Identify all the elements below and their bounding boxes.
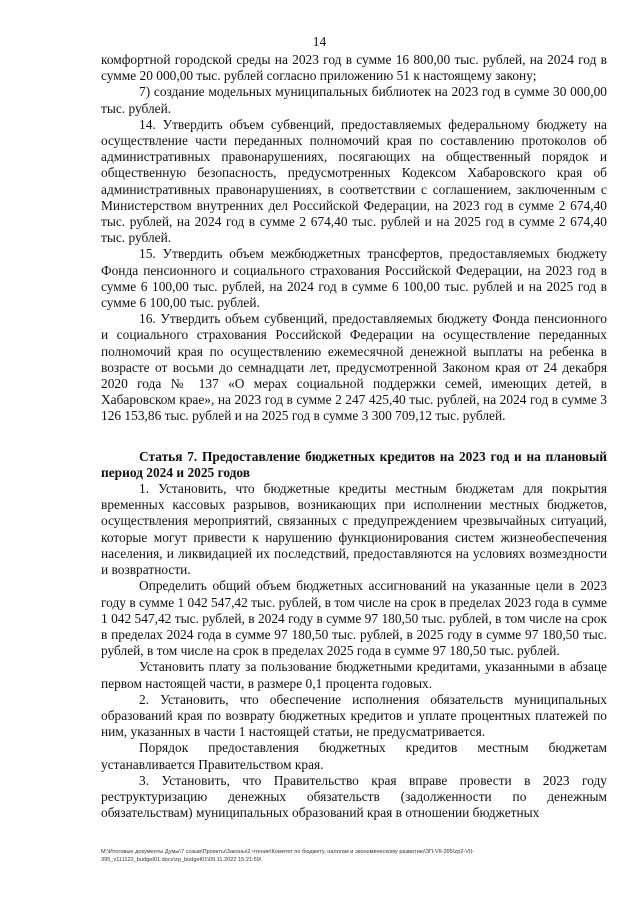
article-7-part-1: 1. Установить, что бюджетные кредиты местным бюджетам для покрытия временных кассовых разрывов, возникающих при исполнении местных бюджетов, осуществления мероприятий, связанных с предупреждением чрезвычайных ситуаций, которые могут привести к нарушению функционирования систем жизнеобеспечения населения, и ликвидацией их последствий, предоставляются на условиях возмездности и возвратности.: [101, 481, 607, 578]
article-7-part-3: 3. Установить, что Правительство края вправе провести в 2023 году реструктуризацию денежных обязательств (задолженности по денежным обязательствам) муниципальных образований края в отношении бюджетных: [101, 772, 607, 821]
section-gap: [101, 425, 607, 449]
paragraph-15: 15. Утвердить объем межбюджетных трансфертов, предоставляемых бюджету Фонда пенсионного и социального страхования Российской Федерации, на 2023 год в сумме 6 100,00 тыс. рублей, на 2024 год в сумме 6 100,00 тыс. рублей и на 2025 год в сумме 6 100,00 тыс. рублей.: [101, 246, 607, 311]
file-path-footer: [101, 848, 607, 864]
article-7-heading: Статья 7. Предоставление бюджетных кредитов на 2023 год и на плановый период 2024 и 2025 годов: [101, 448, 607, 480]
article-7-allocation-volume: Определить общий объем бюджетных ассигнований на указанные цели в 2023 году в сумме 1 042 547,42 тыс. рублей, в том числе на срок в пределах 2023 года в сумме 1 042 547,42 тыс. рублей, в 2024 году в сумме 97 180,50 тыс. рублей, в том числе на срок в пределах 2024 года в сумме 97 180,50 тыс. рублей, в 2025 году в сумме 97 180,50 тыс. рублей, в том числе на срок в пределах 2025 года в сумме 97 180,50 тыс. рублей.: [101, 578, 607, 659]
page-number: 14: [312, 34, 327, 49]
paragraph-continuation: комфортной городской среды на 2023 год в сумме 16 800,00 тыс. рублей, на 2024 год в сумме 20 000,00 тыс. рублей согласно приложению 51 к настоящему закону;: [101, 52, 607, 84]
paragraph-14: 14. Утвердить объем субвенций, предоставляемых федеральному бюджету на осуществление части переданных полномочий края по составлению протоколов об административных правонарушениях, посягающих на общественный порядок и общественную безопасность, предусмотренных Кодексом Хабаровского края об административных правонарушениях, в соответствии с соглашением, заключенным с Министерством внутренних дел Российской Федерации, на 2023 год в сумме 2 674,40 тыс. рублей, на 2024 год в сумме 2 674,40 тыс. рублей и на 2025 год в сумме 2 674,40 тыс. рублей.: [101, 116, 607, 246]
paragraph-item-7: 7) создание модельных муниципальных библиотек на 2023 год в сумме 30 000,00 тыс. рублей.: [101, 84, 607, 116]
footer-line-1: M:\Итоговые документы Думы\7 созыв\Проекты\Законы\2 чтение\Комитет по бюджету, налогам и экономическому развитию\ЗП-VII-395\zp2-VII-: [101, 849, 475, 855]
paragraph-16: 16. Утвердить объем субвенций, предоставляемых бюджету Фонда пенсионного и социального страхования Российской Федерации на осуществление переданных полномочий края по осуществлению ежемесячной денежной выплаты на ребенка в возрасте от восьми до семнадцати лет, предусмотренной Законом края от 24 декабря 2020 года № 137 «О мерах социальной поддержки семей, имеющих детей, в Хабаровском крае», на 2023 год в сумме 2 247 425,40 тыс. рублей, на 2024 год в сумме 3 126 153,86 тыс. рублей и на 2025 год в сумме 3 300 709,12 тыс. рублей.: [101, 311, 607, 424]
document-body: [101, 52, 607, 821]
footer-line-2: 395_v111122_budget01.docx\zp_budget01\09.11.2022 15:21:59\: [101, 857, 262, 863]
article-7-procedure: Порядок предоставления бюджетных кредитов местным бюджетам устанавливается Правительством края.: [101, 740, 607, 772]
article-7-part-2: 2. Установить, что обеспечение исполнения обязательств муниципальных образований края по возврату бюджетных кредитов и уплате процентных платежей по ним, указанных в части 1 настоящей статьи, не предусматривается.: [101, 691, 607, 740]
article-7-interest-rate: Установить плату за пользование бюджетными кредитами, указанными в абзаце первом настоящей части, в размере 0,1 процента годовых.: [101, 659, 607, 691]
